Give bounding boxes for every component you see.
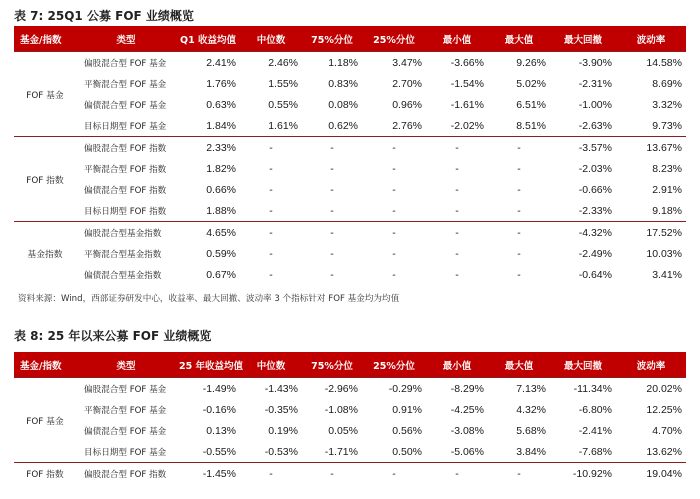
value-cell: -: [392, 226, 396, 239]
table-row: [14, 264, 686, 285]
value-cell: 0.91%: [392, 403, 422, 416]
fund-type-cell: 偏债混合型 FOF 基金: [84, 100, 167, 111]
table7-source-note: 资料来源：Wind，西部证券研发中心，收益率、最大回撤、波动率 3 个指标针对 FOF 基金均为均值: [18, 294, 400, 304]
table7: [14, 26, 686, 285]
table8-header-cell: 最大值: [488, 352, 550, 378]
value-cell: -: [330, 162, 334, 175]
fund-type-cell: 偏股混合型 FOF 基金: [84, 384, 167, 395]
value-cell: -: [330, 247, 334, 260]
value-cell: -1.08%: [324, 403, 358, 416]
value-cell: 2.46%: [268, 56, 298, 69]
value-cell: 0.67%: [206, 268, 236, 281]
table-row: [14, 441, 686, 463]
value-cell: -: [392, 183, 396, 196]
table8-caption-title: 25 年以来公募 FOF 业绩概览: [47, 329, 212, 343]
value-cell: 1.55%: [268, 77, 298, 90]
value-cell: -2.96%: [324, 382, 358, 395]
fund-type-cell: 目标日期型 FOF 基金: [84, 121, 167, 132]
table7-header-cell: 75%分位: [302, 26, 362, 52]
table7-group: [14, 137, 686, 222]
value-cell: -: [330, 141, 334, 154]
value-cell: -: [392, 162, 396, 175]
value-cell: -: [392, 204, 396, 217]
value-cell: -2.03%: [578, 162, 612, 175]
value-cell: 9.18%: [652, 204, 682, 217]
table7-group-name: FOF 指数: [26, 175, 64, 186]
table-row: [14, 73, 686, 94]
value-cell: 0.50%: [392, 445, 422, 458]
table7-header-cell: 类型: [76, 26, 176, 52]
value-cell: -: [517, 183, 521, 196]
value-cell: -: [330, 268, 334, 281]
value-cell: -0.64%: [578, 268, 612, 281]
value-cell: -0.53%: [264, 445, 298, 458]
value-cell: -11.34%: [573, 382, 612, 395]
table8-header-cell: 75%分位: [302, 352, 362, 378]
value-cell: -: [269, 141, 273, 154]
value-cell: 2.70%: [392, 77, 422, 90]
table7-header-cell: 最大值: [488, 26, 550, 52]
fund-type-cell: 偏股混合型 FOF 基金: [84, 58, 167, 69]
value-cell: -: [517, 247, 521, 260]
value-cell: -: [517, 467, 521, 480]
value-cell: 0.56%: [392, 424, 422, 437]
value-cell: -2.31%: [578, 77, 612, 90]
table-row: [14, 115, 686, 137]
fund-type-cell: 目标日期型 FOF 指数: [84, 206, 167, 217]
value-cell: -: [455, 247, 459, 260]
value-cell: -: [269, 162, 273, 175]
table7-group-name: 基金指数: [27, 250, 63, 260]
table-row: [14, 420, 686, 441]
table8-header-row: [14, 352, 686, 378]
value-cell: 0.05%: [328, 424, 358, 437]
table7-header-cell: 中位数: [240, 26, 302, 52]
value-cell: 0.63%: [206, 98, 236, 111]
table8: [14, 352, 686, 484]
table8-header-cell: 波动率: [616, 352, 686, 378]
value-cell: 1.76%: [206, 77, 236, 90]
table7-group: [14, 222, 686, 286]
value-cell: -0.35%: [264, 403, 298, 416]
value-cell: -1.49%: [202, 382, 236, 395]
value-cell: 0.83%: [328, 77, 358, 90]
value-cell: 2.76%: [392, 119, 422, 132]
value-cell: -2.33%: [578, 204, 612, 217]
table-row: [14, 158, 686, 179]
value-cell: -4.25%: [450, 403, 484, 416]
value-cell: -: [455, 467, 459, 480]
value-cell: -: [455, 226, 459, 239]
table-row: [14, 399, 686, 420]
value-cell: -10.92%: [572, 467, 612, 480]
value-cell: 3.47%: [392, 56, 422, 69]
value-cell: -: [455, 141, 459, 154]
table7-header-cell: 波动率: [616, 26, 686, 52]
fund-type-cell: 平衡混合型基金指数: [84, 249, 162, 260]
value-cell: 19.04%: [646, 467, 682, 480]
table-row: [14, 52, 686, 74]
value-cell: 0.55%: [268, 98, 298, 111]
value-cell: -: [330, 467, 334, 480]
value-cell: -: [455, 183, 459, 196]
value-cell: 1.18%: [328, 56, 358, 69]
value-cell: -3.66%: [450, 56, 484, 69]
table8-header-cell: 中位数: [240, 352, 302, 378]
table8-header-cell: 25%分位: [362, 352, 426, 378]
value-cell: 0.19%: [268, 424, 298, 437]
table7-caption-title: 25Q1 公募 FOF 业绩概览: [47, 9, 194, 23]
fund-type-cell: 偏债混合型 FOF 指数: [84, 185, 167, 196]
table8-header-cell: 25 年收益均值: [176, 352, 240, 378]
value-cell: 8.69%: [652, 77, 682, 90]
value-cell: -: [269, 183, 273, 196]
value-cell: -1.54%: [450, 77, 484, 90]
value-cell: -: [455, 204, 459, 217]
value-cell: -: [517, 226, 521, 239]
fund-type-cell: 偏股混合型 FOF 指数: [84, 469, 167, 480]
table-row: [14, 137, 686, 159]
fund-type-cell: 偏股混合型基金指数: [84, 228, 162, 239]
table7-caption: [14, 6, 194, 26]
value-cell: -2.49%: [578, 247, 612, 260]
value-cell: -0.29%: [388, 382, 422, 395]
value-cell: -: [517, 204, 521, 217]
value-cell: 0.96%: [392, 98, 422, 111]
table-row: [14, 378, 686, 400]
value-cell: 4.65%: [206, 226, 236, 239]
value-cell: 3.32%: [652, 98, 682, 111]
value-cell: -0.55%: [202, 445, 236, 458]
value-cell: -: [455, 268, 459, 281]
value-cell: 1.61%: [268, 119, 298, 132]
fund-type-cell: 目标日期型 FOF 基金: [84, 447, 167, 458]
value-cell: -: [269, 467, 273, 480]
value-cell: 10.03%: [646, 247, 682, 260]
table7-header-cell: 基金/指数: [14, 26, 76, 52]
value-cell: 1.84%: [206, 119, 236, 132]
value-cell: -: [455, 162, 459, 175]
value-cell: 13.62%: [646, 445, 682, 458]
value-cell: 0.59%: [206, 247, 236, 260]
value-cell: -0.16%: [202, 403, 236, 416]
table8-header-cell: 最小值: [426, 352, 488, 378]
table8-header-cell: 类型: [76, 352, 176, 378]
value-cell: -: [269, 204, 273, 217]
table-row: [14, 200, 686, 222]
table8-header-cell: 基金/指数: [14, 352, 76, 378]
value-cell: 0.62%: [328, 119, 358, 132]
value-cell: -1.71%: [324, 445, 358, 458]
table8-group-name: FOF 基金: [26, 416, 64, 427]
value-cell: -3.57%: [578, 141, 612, 154]
table-row: [14, 243, 686, 264]
value-cell: 5.68%: [516, 424, 546, 437]
value-cell: 0.08%: [328, 98, 358, 111]
table-row: [14, 463, 686, 485]
value-cell: 3.41%: [652, 268, 682, 281]
value-cell: -0.66%: [578, 183, 612, 196]
value-cell: -1.61%: [450, 98, 484, 111]
value-cell: 0.66%: [206, 183, 236, 196]
value-cell: -4.32%: [578, 226, 612, 239]
table-row: [14, 94, 686, 115]
table-row: [14, 222, 686, 244]
fund-type-cell: 平衡混合型 FOF 指数: [84, 164, 167, 175]
value-cell: -3.08%: [450, 424, 484, 437]
value-cell: 5.02%: [516, 77, 546, 90]
value-cell: 20.02%: [646, 382, 682, 395]
value-cell: 2.33%: [206, 141, 236, 154]
fund-type-cell: 平衡混合型 FOF 基金: [84, 79, 167, 90]
fund-type-cell: 偏债混合型基金指数: [84, 270, 162, 281]
value-cell: -2.02%: [450, 119, 484, 132]
value-cell: 14.58%: [646, 56, 682, 69]
value-cell: -3.90%: [578, 56, 612, 69]
value-cell: -: [517, 141, 521, 154]
table7-header-cell: Q1 收益均值: [176, 26, 240, 52]
table7-header-cell: 最小值: [426, 26, 488, 52]
table7-caption-label: 表 7:: [14, 9, 44, 23]
value-cell: -: [330, 204, 334, 217]
value-cell: 6.51%: [516, 98, 546, 111]
value-cell: -: [517, 268, 521, 281]
value-cell: 9.73%: [652, 119, 682, 132]
fund-type-cell: 平衡混合型 FOF 基金: [84, 405, 167, 416]
value-cell: 2.91%: [652, 183, 682, 196]
value-cell: -1.43%: [264, 382, 298, 395]
value-cell: 9.26%: [516, 56, 546, 69]
value-cell: -2.63%: [578, 119, 612, 132]
value-cell: -: [330, 226, 334, 239]
table8-group-name: FOF 指数: [26, 470, 64, 480]
value-cell: -1.45%: [202, 467, 236, 480]
value-cell: -: [517, 162, 521, 175]
value-cell: 13.67%: [646, 141, 682, 154]
table8-group: [14, 378, 686, 463]
value-cell: 4.32%: [516, 403, 546, 416]
value-cell: -7.68%: [578, 445, 612, 458]
value-cell: -: [330, 183, 334, 196]
value-cell: 12.25%: [646, 403, 682, 416]
value-cell: 1.82%: [206, 162, 236, 175]
value-cell: -: [392, 141, 396, 154]
value-cell: -: [269, 226, 273, 239]
table8-caption-label: 表 8:: [14, 329, 44, 343]
value-cell: 2.41%: [206, 56, 236, 69]
value-cell: -5.06%: [450, 445, 484, 458]
value-cell: -: [392, 268, 396, 281]
table8-caption: [14, 326, 211, 346]
value-cell: 7.13%: [516, 382, 546, 395]
value-cell: 8.23%: [652, 162, 682, 175]
value-cell: -8.29%: [450, 382, 484, 395]
table7-header-row: [14, 26, 686, 52]
value-cell: -: [392, 247, 396, 260]
table7-header-cell: 最大回撤: [550, 26, 616, 52]
value-cell: 0.13%: [206, 424, 236, 437]
table7-group: [14, 52, 686, 137]
fund-type-cell: 偏债混合型 FOF 基金: [84, 426, 167, 437]
value-cell: 8.51%: [516, 119, 546, 132]
table7-group-name: FOF 基金: [26, 90, 64, 101]
value-cell: 1.88%: [206, 204, 236, 217]
table-row: [14, 179, 686, 200]
value-cell: 4.70%: [652, 424, 682, 437]
fund-type-cell: 偏股混合型 FOF 指数: [84, 143, 167, 154]
value-cell: -: [269, 247, 273, 260]
value-cell: 3.84%: [516, 445, 546, 458]
table7-header-cell: 25%分位: [362, 26, 426, 52]
value-cell: -: [269, 268, 273, 281]
value-cell: -2.41%: [578, 424, 612, 437]
value-cell: -6.80%: [578, 403, 612, 416]
value-cell: -1.00%: [578, 98, 612, 111]
value-cell: -: [392, 467, 396, 480]
value-cell: 17.52%: [646, 226, 682, 239]
table8-header-cell: 最大回撤: [550, 352, 616, 378]
table8-group: [14, 463, 686, 485]
